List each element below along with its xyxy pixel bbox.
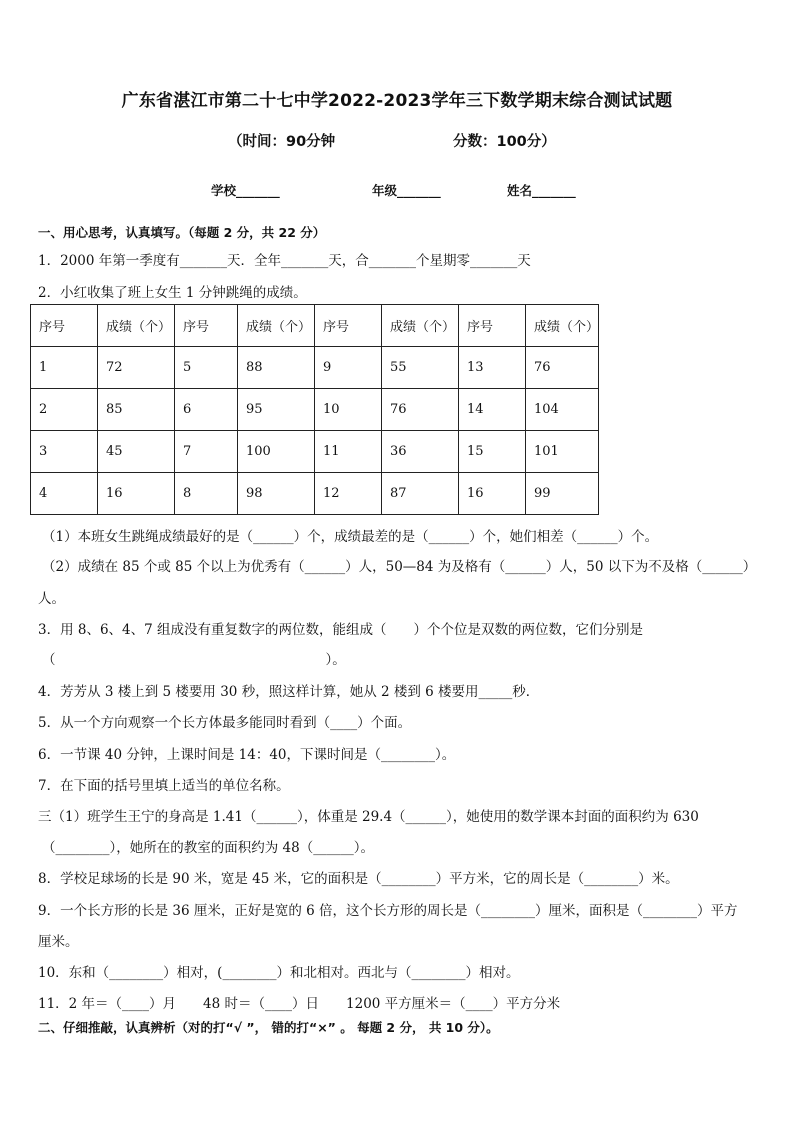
table-row bbox=[31, 473, 599, 515]
table-cell: 1 bbox=[31, 347, 98, 389]
table-cell: 13 bbox=[459, 347, 526, 389]
table-cell: 104 bbox=[526, 389, 599, 431]
table-cell: 4 bbox=[31, 473, 98, 515]
table-cell: 98 bbox=[238, 473, 315, 515]
table-cell: 76 bbox=[382, 389, 459, 431]
table-header-cell: 序号 bbox=[459, 305, 526, 347]
table-cell: 6 bbox=[175, 389, 238, 431]
table-cell: 14 bbox=[459, 389, 526, 431]
scores-table bbox=[30, 304, 599, 515]
question-9-cont: 厘米。 bbox=[38, 934, 79, 950]
table-cell: 16 bbox=[459, 473, 526, 515]
table-cell: 16 bbox=[98, 473, 175, 515]
table-header-row bbox=[31, 305, 599, 347]
table-header-cell: 成绩（个） bbox=[526, 305, 599, 347]
table-cell: 7 bbox=[175, 431, 238, 473]
table-cell: 12 bbox=[315, 473, 382, 515]
table-cell: 8 bbox=[175, 473, 238, 515]
table-cell: 99 bbox=[526, 473, 599, 515]
question-9: 9．一个长方形的长是 36 厘米，正好是宽的 6 倍，这个长方形的周长是（________）厘米，面积是（________）平方 bbox=[38, 903, 738, 919]
table-cell: 55 bbox=[382, 347, 459, 389]
table-row bbox=[31, 347, 599, 389]
question-2: 2．小红收集了班上女生 1 分钟跳绳的成绩。 bbox=[38, 285, 307, 301]
section1-heading: 一、用心思考，认真填写。（每题 2 分，共 22 分） bbox=[38, 225, 326, 240]
name-field[interactable]: 姓名_______ bbox=[507, 183, 576, 198]
table-cell: 76 bbox=[526, 347, 599, 389]
table-cell: 10 bbox=[315, 389, 382, 431]
page-title: 广东省湛江市第二十七中学2022-2023学年三下数学期末综合测试试题 bbox=[121, 91, 673, 111]
table-row bbox=[31, 431, 599, 473]
question-7-line1: 三（1）班学生王宁的身高是 1.41（______），体重是 29.4（______），她使用的数学课本封面的面积约为 630 bbox=[38, 809, 699, 825]
question-10: 10．东和（________）相对，(________）和北相对。西北与（________）相对。 bbox=[38, 965, 520, 981]
question-2-part2-cont: 人。 bbox=[38, 591, 65, 607]
section2-heading: 二、仔细推敲，认真辨析（对的打“√ ”， 错的打“×” 。 每题 2 分， 共 10 分）。 bbox=[38, 1020, 499, 1035]
table-header-cell: 成绩（个） bbox=[382, 305, 459, 347]
table-cell: 15 bbox=[459, 431, 526, 473]
table-cell: 2 bbox=[31, 389, 98, 431]
question-4: 4．芳芳从 3 楼上到 5 楼要用 30 秒，照这样计算，她从 2 楼到 6 楼要用_____秒． bbox=[38, 684, 540, 700]
question-2-part2: （2）成绩在 85 个或 85 个以上为优秀有（______）人，50—84 为及格有（______）人，50 以下为不及格（______） bbox=[42, 559, 757, 575]
question-5: 5．从一个方向观察一个长方体最多能同时看到（____）个面。 bbox=[38, 715, 412, 731]
table-cell: 101 bbox=[526, 431, 599, 473]
table-cell: 45 bbox=[98, 431, 175, 473]
exam-time: （时间：90分钟 bbox=[228, 134, 336, 150]
table-cell: 11 bbox=[315, 431, 382, 473]
table-header-cell: 序号 bbox=[315, 305, 382, 347]
table-cell: 9 bbox=[315, 347, 382, 389]
grade-field[interactable]: 年级_______ bbox=[372, 183, 441, 198]
school-field[interactable]: 学校_______ bbox=[211, 183, 280, 198]
question-3-answer: （ ）。 bbox=[42, 652, 346, 668]
exam-score: 分数：100分） bbox=[453, 134, 556, 150]
table-cell: 5 bbox=[175, 347, 238, 389]
question-8: 8．学校足球场的长是 90 米，宽是 45 米，它的面积是（________）平方米，它的周长是（________）米。 bbox=[38, 871, 679, 887]
question-1: 1．2000 年第一季度有_______天．全年_______天，合_______个星期零_______天 bbox=[38, 253, 531, 269]
table-row bbox=[31, 389, 599, 431]
question-11: 11．2 年＝（____）月 48 时＝（____）日 1200 平方厘米＝（____）平方分米 bbox=[38, 996, 561, 1012]
table-header-cell: 序号 bbox=[175, 305, 238, 347]
table-cell: 95 bbox=[238, 389, 315, 431]
question-2-part1: （1）本班女生跳绳成绩最好的是（______）个，成绩最差的是（______）个，她们相差（______）个。 bbox=[42, 529, 659, 545]
table-cell: 3 bbox=[31, 431, 98, 473]
table-header-cell: 成绩（个） bbox=[238, 305, 315, 347]
table-header-cell: 序号 bbox=[31, 305, 98, 347]
question-6: 6．一节课 40 分钟，上课时间是 14：40，下课时间是（________）。 bbox=[38, 747, 456, 763]
table-cell: 85 bbox=[98, 389, 175, 431]
question-3: 3．用 8、6、4、7 组成没有重复数字的两位数，能组成（ ）个个位是双数的两位数，它们分别是 bbox=[38, 622, 644, 638]
question-7: 7．在下面的括号里填上适当的单位名称。 bbox=[38, 778, 290, 794]
table-cell: 87 bbox=[382, 473, 459, 515]
table-cell: 72 bbox=[98, 347, 175, 389]
table-cell: 100 bbox=[238, 431, 315, 473]
table-cell: 36 bbox=[382, 431, 459, 473]
table-header-cell: 成绩（个） bbox=[98, 305, 175, 347]
question-7-line2: （________），她所在的教室的面积约为 48（______）。 bbox=[42, 840, 374, 856]
table-cell: 88 bbox=[238, 347, 315, 389]
